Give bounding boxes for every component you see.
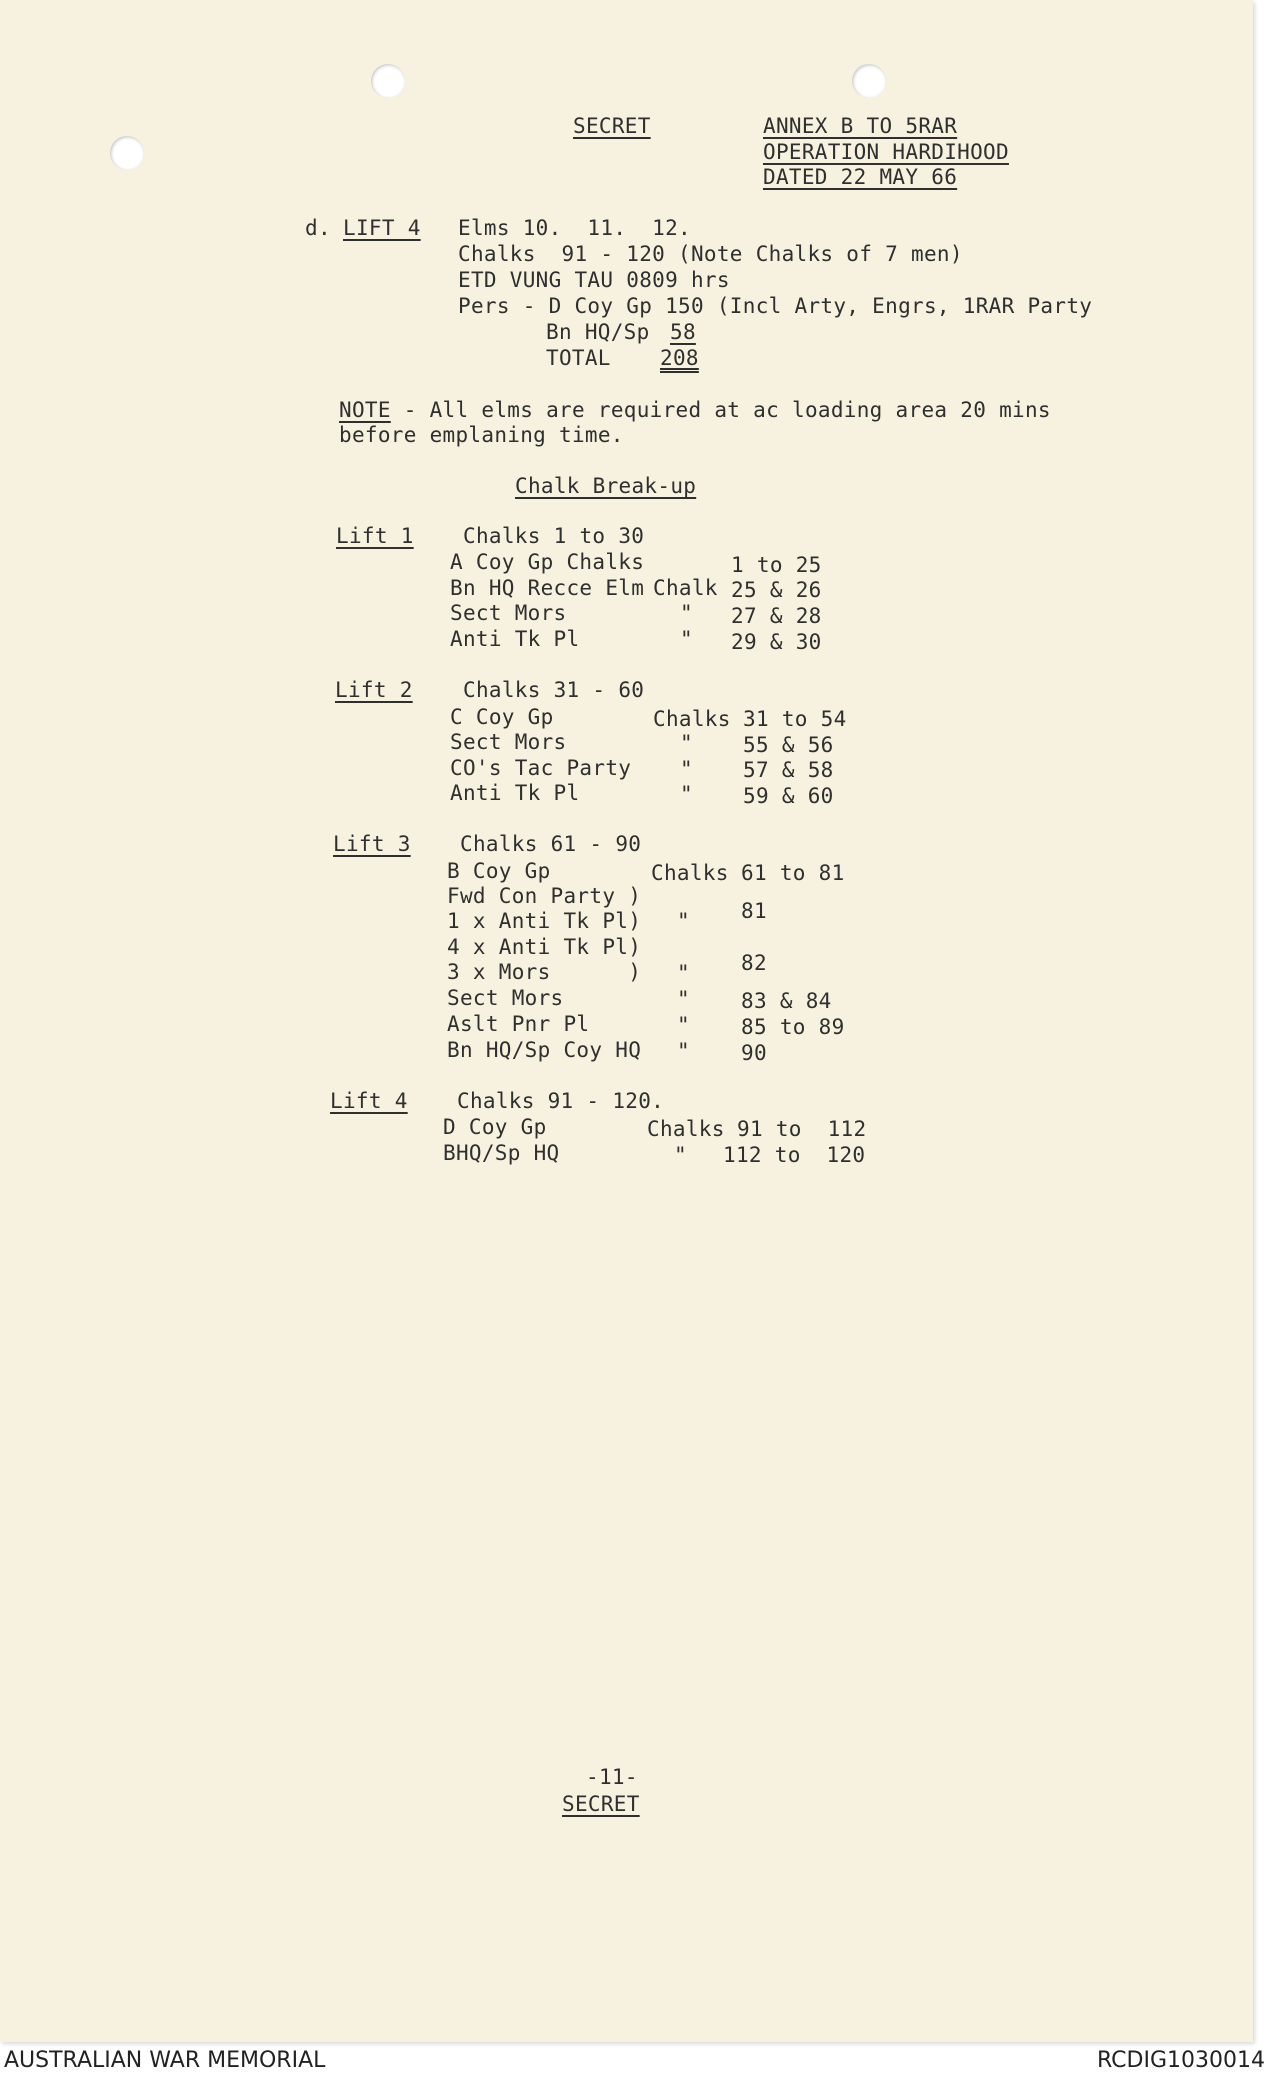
chalk-unit: C Coy Gp xyxy=(450,705,554,729)
total-label: TOTAL xyxy=(546,346,611,370)
archive-id: RCDIG1030014 xyxy=(1096,2048,1265,2073)
chalk-unit: Bn HQ Recce Elm xyxy=(450,576,645,600)
chalk-range: 25 & 26 xyxy=(731,578,822,602)
lift-heading: Chalks 61 - 90 xyxy=(460,832,642,856)
annex-line-3: DATED 22 MAY 66 xyxy=(763,165,958,189)
total-value: 208 xyxy=(660,346,699,370)
chalk-unit: BHQ/Sp HQ xyxy=(443,1141,560,1165)
chalk-unit: B Coy Gp xyxy=(447,859,551,883)
chalk-range: 59 & 60 xyxy=(743,784,834,808)
lift-label: Lift 1 xyxy=(336,524,414,548)
chalk-range: 81 xyxy=(741,899,767,923)
lift4-pers: Pers - D Coy Gp 150 (Incl Arty, Engrs, 1RAR Party xyxy=(458,294,1093,318)
chalk-unit: D Coy Gp xyxy=(443,1115,547,1139)
chalk-unit: 4 x Anti Tk Pl) xyxy=(447,935,642,959)
chalk-range: 90 xyxy=(741,1041,767,1065)
archive-credit: AUSTRALIAN WAR MEMORIAL xyxy=(4,2048,326,2073)
chalk-range: 1 to 25 xyxy=(731,553,822,577)
chalk-unit: Sect Mors xyxy=(450,730,567,754)
chalk-unit: CO's Tac Party xyxy=(450,756,632,780)
note-label: NOTE xyxy=(339,398,391,422)
chalk-mark: " xyxy=(680,627,693,651)
annex-line-2: OPERATION HARDIHOOD xyxy=(763,140,1009,164)
lift4-etd: ETD VUNG TAU 0809 hrs xyxy=(458,268,730,292)
bn-hq-value: 58 xyxy=(670,320,696,344)
chalk-range: 85 to 89 xyxy=(741,1015,845,1039)
chalk-unit: Sect Mors xyxy=(447,986,564,1010)
chalk-range: 31 to 54 xyxy=(743,707,847,731)
chalk-mark: " xyxy=(680,782,693,806)
footer-classification: SECRET xyxy=(562,1792,640,1816)
lift-label: Lift 4 xyxy=(330,1089,408,1113)
punch-hole xyxy=(852,64,886,98)
lift-label: Lift 3 xyxy=(333,832,411,856)
para-number: d. xyxy=(305,216,331,240)
bn-hq-label: Bn HQ/Sp xyxy=(546,320,650,344)
chalk-unit: Anti Tk Pl xyxy=(450,781,580,805)
chalk-mark: Chalks xyxy=(651,861,729,885)
chalk-range: 55 & 56 xyxy=(743,733,834,757)
chalk-mark: " xyxy=(677,961,690,985)
lift-heading: Chalks 31 - 60 xyxy=(463,678,645,702)
chalk-mark: Chalks xyxy=(653,707,731,731)
header-classification: SECRET xyxy=(573,114,651,138)
chalk-unit: Aslt Pnr Pl xyxy=(447,1012,590,1036)
punch-hole xyxy=(110,136,144,170)
note-line-1: - All elms are required at ac loading area 20 mins xyxy=(390,398,1051,422)
chalk-unit: Anti Tk Pl xyxy=(450,627,580,651)
chalk-range: 82 xyxy=(741,951,767,975)
note-line-2: before emplaning time. xyxy=(339,423,624,447)
chalk-mark: " xyxy=(674,1143,687,1167)
chalk-breakup-title: Chalk Break-up xyxy=(515,474,697,498)
chalk-range: 83 & 84 xyxy=(741,989,832,1013)
chalk-mark: " xyxy=(677,987,690,1011)
lift-heading: Chalks 91 - 120. xyxy=(457,1089,665,1113)
chalk-mark: Chalk xyxy=(653,576,718,600)
chalk-mark: Chalks xyxy=(647,1117,725,1141)
lift4-chalks: Chalks 91 - 120 (Note Chalks of 7 men) xyxy=(458,242,963,266)
chalk-mark: " xyxy=(680,601,693,625)
chalk-mark: " xyxy=(677,1039,690,1063)
chalk-unit: Sect Mors xyxy=(450,601,567,625)
chalk-unit: Bn HQ/Sp Coy HQ xyxy=(447,1038,642,1062)
chalk-unit: A Coy Gp Chalks xyxy=(450,550,645,574)
lift-label: Lift 2 xyxy=(335,678,413,702)
chalk-mark: " xyxy=(680,731,693,755)
note xyxy=(339,398,1051,422)
chalk-mark: " xyxy=(677,909,690,933)
lift4-elms: Elms 10. 11. 12. xyxy=(458,216,691,240)
chalk-range: 112 to 120 xyxy=(723,1143,866,1167)
annex-line-1: ANNEX B TO 5RAR xyxy=(763,114,958,138)
chalk-range: 27 & 28 xyxy=(731,604,822,628)
chalk-range: 29 & 30 xyxy=(731,630,822,654)
page-number: -11- xyxy=(586,1765,638,1789)
lift4-title: LIFT 4 xyxy=(343,216,421,240)
punch-hole xyxy=(371,64,405,98)
chalk-range: 57 & 58 xyxy=(743,758,834,782)
chalk-unit: Fwd Con Party ) xyxy=(447,884,642,908)
chalk-unit: 1 x Anti Tk Pl) xyxy=(447,909,642,933)
chalk-range: 61 to 81 xyxy=(741,861,845,885)
chalk-range: 91 to 112 xyxy=(737,1117,867,1141)
lift-heading: Chalks 1 to 30 xyxy=(463,524,645,548)
chalk-mark: " xyxy=(677,1013,690,1037)
chalk-mark: " xyxy=(680,757,693,781)
chalk-unit: 3 x Mors ) xyxy=(447,960,642,984)
